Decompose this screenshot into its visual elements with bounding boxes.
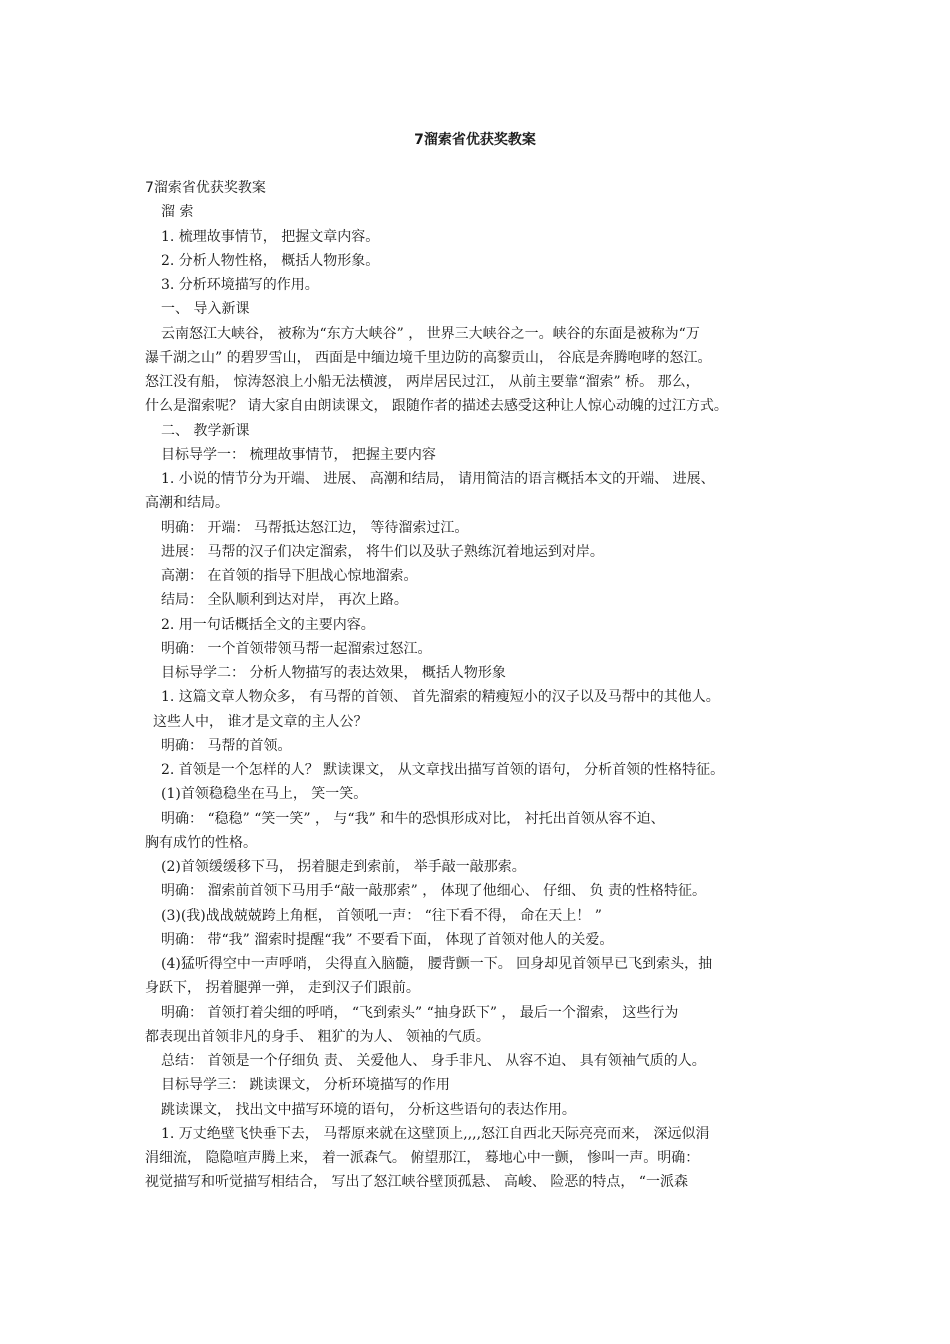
text-line: 3. 分析环境描写的作用。 (161, 277, 319, 293)
text-line: 结局： 全队顺利到达对岸， 再次上路。 (161, 592, 408, 609)
text-line: 明确： 首领打着尖细的呼哨， “飞到索头” “抽身跃下” ， 最后一个溜索， 这些行为 (161, 1004, 679, 1021)
text-line: 2. 用一句话概括全文的主要内容。 (161, 616, 375, 633)
text-line: 1. 万丈绝壁飞快垂下去， 马帮原来就在这壁顶上,,,,怒江自西北天际亮亮而来， 深远似涓 (161, 1125, 710, 1142)
text-line: 1. 小说的情节分为开端、 进展、 高潮和结局， 请用简洁的语言概括本文的开端、 进展、 (161, 471, 715, 487)
text-line: (3)(我)战战兢兢跨上角框， 首领吼一声： “往下看不得， 命在天上！ ” (161, 907, 602, 924)
text-line: 云南怒江大峡谷， 被称为“东方大峡谷” ， 世界三大峡谷之一。峡谷的东面是被称为“万 (161, 325, 700, 342)
text-line: 进展： 马帮的汉子们决定溜索， 将牛们以及驮子熟练沉着地运到对岸。 (161, 543, 604, 560)
text-line: 2. 首领是一个怎样的人？ 默读课文， 从文章找出描写首领的语句， 分析首领的性格特征。 (161, 762, 725, 778)
text-line: 总结： 首领是一个仔细负 责、 关爱他人、 身手非凡、 从容不迫、 具有领袖气质的人。 (161, 1053, 706, 1069)
text-line: 怒江没有船， 惊涛怒浪上小船无法横渡， 两岸居民过江， 从前主要靠“溜索” 桥。 那么， (145, 374, 700, 390)
text-line: 明确： “稳稳” “笑一笑” ， 与“我” 和牛的恐惧形成对比， 衬托出首领从容不迫、 (161, 810, 665, 827)
text-line: 目标导学一： 梳理故事情节， 把握主要内容 (161, 446, 436, 463)
text-line: 瀑千湖之山” 的碧罗雪山， 西面是中缅边境千里边防的高黎贡山， 谷底是奔腾咆哮的怒江。 (145, 349, 712, 366)
text-line: 什么是溜索呢？ 请大家自由朗读课文， 跟随作者的描述去感受这种让人惊心动魄的过江方式。 (145, 398, 728, 415)
text-line: 明确： 一个首领带领马帮一起溜索过怒江。 (161, 640, 432, 657)
text-line: 身跃下， 拐着腿弹一弹， 走到汉子们跟前。 (145, 980, 420, 997)
text-line: 这些人中， 谁才是文章的主人公？ (153, 713, 368, 730)
text-line: 明确： 溜索前首领下马用手“敲一敲那索” ， 体现了他细心、 仔细、 负 责的性格特征。 (161, 883, 707, 900)
text-line: 2. 分析人物性格， 概括人物形象。 (161, 252, 380, 269)
text-line: (4)猛听得空中一声呼哨， 尖得直入脑髓， 腰背颤一下。 回身却见首领早已飞到索头，抽 (161, 956, 713, 972)
text-line: 视觉描写和听觉描写相结合， 写出了怒江峡谷壁顶孤悬、 高峻、 险恶的特点， “一派森 (145, 1174, 688, 1191)
text-line: 7溜索省优获奖教案 (145, 180, 266, 196)
text-line: 1. 这篇文章人物众多， 有马帮的首领、 首先溜索的精瘦短小的汉子以及马帮中的其他人。 (161, 689, 720, 706)
text-line: (1)首领稳稳坐在马上， 笑一笑。 (161, 786, 368, 803)
text-line: 涓细流， 隐隐喧声腾上来， 着一派森气。 俯望那江， 蓦地心中一颤， 惨叫一声。明确： (145, 1150, 700, 1166)
text-line: 二、 教学新课 (161, 422, 250, 439)
text-line: 目标导学二： 分析人物描写的表达效果， 概括人物形象 (161, 665, 506, 681)
page-title: 7溜索省优获奖教案 (414, 132, 536, 148)
text-line: 1. 梳理故事情节， 把握文章内容。 (161, 228, 380, 245)
text-line: 高潮： 在首领的指导下胆战心惊地溜索。 (161, 568, 418, 584)
text-line: 目标导学三： 跳读课文， 分析环境描写的作用 (161, 1077, 450, 1094)
text-line: 一、 导入新课 (161, 301, 250, 318)
text-line: (2)首领缓缓移下马， 拐着腿走到索前， 举手敲一敲那索。 (161, 859, 526, 875)
text-line: 明确： 带“我” 溜索时提醒“我” 不要看下面， 体现了首领对他人的关爱。 (161, 931, 614, 948)
text-line: 胸有成竹的性格。 (145, 834, 257, 851)
text-line: 高潮和结局。 (145, 495, 229, 512)
text-line: 明确： 开端： 马帮抵达怒江边， 等待溜索过江。 (161, 519, 469, 536)
text-line: 溜 索 (161, 204, 194, 221)
text-line: 跳读课文， 找出文中描写环境的语句， 分析这些语句的表达作用。 (161, 1101, 576, 1118)
text-line: 都表现出首领非凡的身手、 粗犷的为人、 领袖的气质。 (145, 1028, 490, 1045)
text-line: 明确： 马帮的首领。 (161, 737, 292, 754)
document-body (145, 176, 835, 1195)
